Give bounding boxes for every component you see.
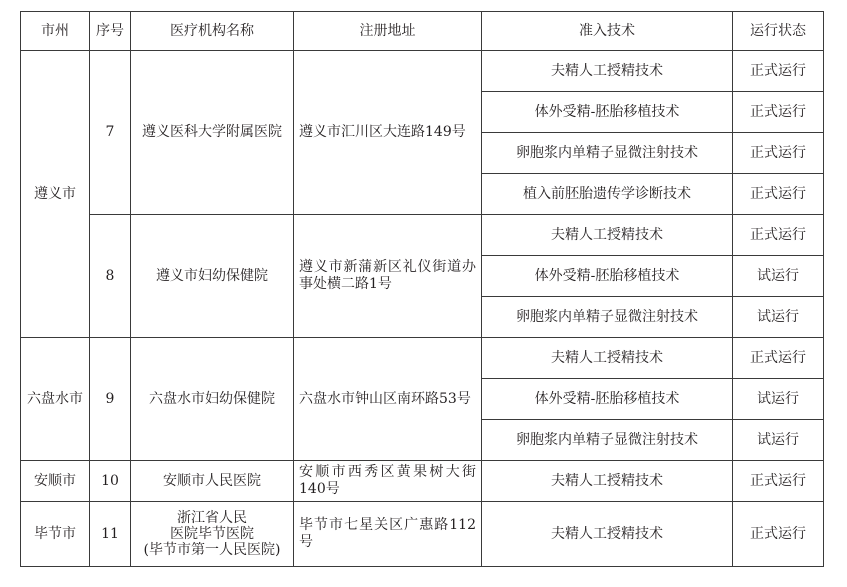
institution-name-cell: 六盘水市妇幼保健院 — [131, 338, 294, 461]
institution-name-cell — [131, 502, 294, 567]
address-cell: 遵义市汇川区大连路149号 — [294, 51, 482, 215]
table-row — [21, 215, 824, 256]
technology-cell: 夫精人工授精技术 — [482, 51, 733, 92]
status-cell: 试运行 — [733, 379, 824, 420]
city-cell: 六盘水市 — [21, 338, 90, 461]
institution-name-cell: 安顺市人民医院 — [131, 461, 294, 502]
technology-cell: 卵胞浆内单精子显微注射技术 — [482, 420, 733, 461]
technology-cell: 体外受精-胚胎移植技术 — [482, 379, 733, 420]
status-cell: 正式运行 — [733, 215, 824, 256]
status-cell: 正式运行 — [733, 92, 824, 133]
status-cell: 正式运行 — [733, 133, 824, 174]
number-cell: 8 — [90, 215, 131, 338]
status-cell: 正式运行 — [733, 461, 824, 502]
status-cell: 正式运行 — [733, 174, 824, 215]
table-row — [21, 502, 824, 567]
address-cell: 毕节市七星关区广惠路112号 — [294, 502, 482, 567]
technology-cell: 夫精人工授精技术 — [482, 502, 733, 567]
institution-table — [20, 11, 824, 567]
table-row — [21, 51, 824, 92]
city-cell: 毕节市 — [21, 502, 90, 567]
number-cell: 10 — [90, 461, 131, 502]
technology-cell: 体外受精-胚胎移植技术 — [482, 92, 733, 133]
institution-name-line: (毕节市第一人民医院) — [143, 542, 281, 558]
number-cell: 9 — [90, 338, 131, 461]
technology-cell: 夫精人工授精技术 — [482, 338, 733, 379]
table-row — [21, 338, 824, 379]
header-technology: 准入技术 — [482, 12, 733, 51]
technology-cell: 夫精人工授精技术 — [482, 461, 733, 502]
header-no: 序号 — [90, 12, 131, 51]
header-address: 注册地址 — [294, 12, 482, 51]
number-cell: 7 — [90, 51, 131, 215]
header-city: 市州 — [21, 12, 90, 51]
table-row — [21, 461, 824, 502]
header-institution: 医疗机构名称 — [131, 12, 294, 51]
institution-name-line: 浙江省人民 — [177, 510, 247, 526]
number-cell: 11 — [90, 502, 131, 567]
institution-name-line: 医院毕节医院 — [170, 526, 254, 542]
technology-cell: 卵胞浆内单精子显微注射技术 — [482, 297, 733, 338]
header-row — [21, 12, 824, 51]
address-cell: 六盘水市钟山区南环路53号 — [294, 338, 482, 461]
address-cell: 安顺市西秀区黄果树大街140号 — [294, 461, 482, 502]
status-cell: 试运行 — [733, 420, 824, 461]
status-cell: 正式运行 — [733, 51, 824, 92]
city-cell: 遵义市 — [21, 51, 90, 338]
status-cell: 正式运行 — [733, 338, 824, 379]
institution-name-cell: 遵义市妇幼保健院 — [131, 215, 294, 338]
address-cell: 遵义市新蒲新区礼仪街道办事处横二路1号 — [294, 215, 482, 338]
technology-cell: 植入前胚胎遗传学诊断技术 — [482, 174, 733, 215]
city-cell: 安顺市 — [21, 461, 90, 502]
status-cell: 试运行 — [733, 297, 824, 338]
status-cell: 试运行 — [733, 256, 824, 297]
institution-name-cell: 遵义医科大学附属医院 — [131, 51, 294, 215]
technology-cell: 夫精人工授精技术 — [482, 215, 733, 256]
status-cell: 正式运行 — [733, 502, 824, 567]
technology-cell: 体外受精-胚胎移植技术 — [482, 256, 733, 297]
technology-cell: 卵胞浆内单精子显微注射技术 — [482, 133, 733, 174]
header-status: 运行状态 — [733, 12, 824, 51]
